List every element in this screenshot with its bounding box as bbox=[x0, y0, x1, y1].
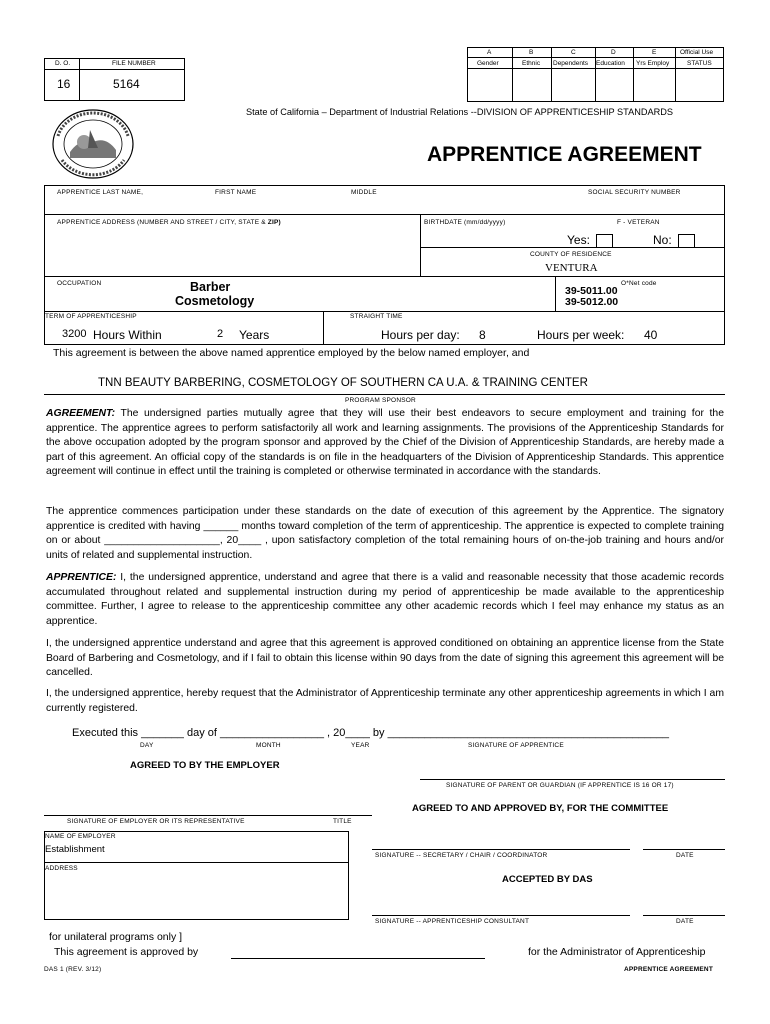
middle-label: MIDDLE bbox=[351, 189, 377, 196]
veteran-no[interactable] bbox=[653, 233, 695, 248]
apprentice-paragraph bbox=[46, 571, 724, 629]
do-file-box bbox=[44, 58, 185, 101]
grid-letter-e: E bbox=[652, 49, 657, 56]
year-label: YEAR bbox=[351, 742, 370, 749]
accepted-by-das: ACCEPTED BY DAS bbox=[502, 874, 593, 885]
apprentice-signature-label: SIGNATURE OF APPRENTICE bbox=[468, 742, 564, 749]
ssn-label: SOCIAL SECURITY NUMBER bbox=[588, 189, 681, 196]
employer-name-value[interactable]: Establishment bbox=[45, 844, 105, 855]
employer-name-label: NAME OF EMPLOYER bbox=[45, 833, 116, 840]
title-label: TITLE bbox=[333, 818, 352, 825]
grid-letter-b: B bbox=[529, 49, 534, 56]
hours-per-week-label: Hours per week: bbox=[537, 328, 625, 342]
grid-education: Education bbox=[596, 60, 625, 67]
agreement-paragraph bbox=[46, 407, 724, 480]
file-number-label: FILE NUMBER bbox=[112, 60, 156, 67]
license-paragraph: I, the undersigned apprentice understand and agree that this agreement is approved conditioned on obtaining an apprentice license from the State Board of Barbering and Cosmetology, and if I fail to obtain this license within 90 days from the date of signing this agreement this agreement will be cancelled. bbox=[46, 638, 724, 679]
grid-letter-d: D bbox=[611, 49, 616, 56]
grid-letter-a: A bbox=[487, 49, 492, 56]
employer-info-box bbox=[44, 831, 349, 920]
yes-checkbox[interactable] bbox=[596, 234, 613, 248]
program-sponsor-label: PROGRAM SPONSOR bbox=[345, 397, 416, 404]
grid-dependents: Dependents bbox=[553, 60, 589, 67]
parent-signature-label: SIGNATURE OF PARENT OR GUARDIAN (IF APPRENTICE IS 16 OR 17) bbox=[446, 782, 674, 789]
occupation-label: OCCUPATION bbox=[57, 280, 102, 287]
form-name: APPRENTICE AGREEMENT bbox=[624, 966, 713, 973]
month-label: MONTH bbox=[256, 742, 281, 749]
county-value[interactable]: VENTURA bbox=[545, 262, 598, 274]
onet-code-1[interactable]: 39-5011.00 bbox=[565, 285, 618, 297]
birthdate-label: BIRTHDATE (mm/dd/yyyy) bbox=[424, 219, 506, 226]
terminate-paragraph: I, the undersigned apprentice, hereby request that the Administrator of Apprenticeship terminate any other apprenticeship agreements in which I am currently registered. bbox=[46, 688, 724, 714]
agreed-by-employer: AGREED TO BY THE EMPLOYER bbox=[130, 760, 280, 771]
administrator-text: for the Administrator of Apprenticeship bbox=[528, 946, 706, 958]
grid-ethnic: Ethnic bbox=[522, 60, 541, 67]
state-department-line: State of California – Department of Industrial Relations --DIVISION OF APPRENTICESHIP STANDARDS bbox=[246, 107, 674, 117]
first-name-label: FIRST NAME bbox=[215, 189, 257, 196]
veteran-yes[interactable] bbox=[567, 233, 613, 248]
hours-per-week-value[interactable]: 40 bbox=[644, 328, 658, 342]
address-label-zip: ZIP) bbox=[267, 219, 281, 226]
veteran-label: F - VETERAN bbox=[617, 219, 660, 226]
intro-line: This agreement is between the above named apprentice employed by the below named employer, and bbox=[53, 347, 530, 359]
secretary-date-label: DATE bbox=[676, 852, 694, 859]
hours-per-day-label: Hours per day: bbox=[381, 328, 460, 342]
agreement-text: The undersigned parties mutually agree that they will use their best endeavors to secure employment and training for the apprentice. The apprentice agrees to perform satisfactorily all work and learning assignments. The provisions of the Apprenticeship Standards for the above occupation adopted by the program sponsor and approved by the Chief of the Division of Apprenticeship Standards, are hereby made a part of this agreement. An official copy of the standards is on file in the headquarters of the Division of Apprenticeship Standards. This apprentice agreement will continue in effect until the training is completed or otherwise terminated in accordance with the standards. bbox=[46, 408, 724, 478]
do-label: D. O. bbox=[55, 60, 71, 67]
page-title: APPRENTICE AGREEMENT bbox=[427, 143, 702, 166]
employer-address-label: ADDRESS bbox=[45, 865, 78, 872]
occupation-barber[interactable]: Barber bbox=[190, 280, 231, 294]
address-label bbox=[57, 219, 281, 226]
county-label: COUNTY OF RESIDENCE bbox=[530, 251, 612, 258]
employer-signature-label: SIGNATURE OF EMPLOYER OR ITS REPRESENTATIVE bbox=[67, 818, 245, 825]
do-value[interactable]: 16 bbox=[57, 77, 71, 91]
no-label: No: bbox=[653, 233, 672, 247]
apprentice-lead: APPRENTICE: bbox=[46, 572, 117, 583]
yes-label: Yes: bbox=[567, 233, 590, 247]
hours-per-day-value[interactable]: 8 bbox=[479, 328, 486, 342]
consultant-date-label: DATE bbox=[676, 918, 694, 925]
onet-label: O*Net code bbox=[621, 280, 657, 287]
grid-yrs-employ: Yrs Employ bbox=[636, 60, 670, 67]
agreement-lead: AGREEMENT: bbox=[46, 408, 116, 419]
california-seal bbox=[50, 108, 136, 180]
day-label: DAY bbox=[140, 742, 154, 749]
unilateral-note: for unilateral programs only ] bbox=[49, 931, 183, 943]
grid-official-use: Official Use bbox=[680, 49, 714, 56]
secretary-signature-label: SIGNATURE -- SECRETARY / CHAIR / COORDINATOR bbox=[375, 852, 548, 859]
term-label: TERM OF APPRENTICESHIP bbox=[45, 313, 137, 320]
file-number-value[interactable]: 5164 bbox=[113, 77, 140, 91]
address-label-text: APPRENTICE ADDRESS (NUMBER AND STREET / CITY, STATE & bbox=[57, 219, 268, 226]
program-sponsor-name[interactable]: TNN BEAUTY BARBERING, COSMETOLOGY OF SOUTHERN CA U.A. & TRAINING CENTER bbox=[98, 377, 588, 389]
form-id: DAS 1 (REV. 3/12) bbox=[44, 966, 102, 973]
term-hours-value[interactable]: 3200 bbox=[62, 328, 87, 340]
grid-letter-c: C bbox=[571, 49, 576, 56]
years-label: Years bbox=[239, 328, 270, 342]
term-years-value[interactable]: 2 bbox=[217, 328, 224, 340]
commences-paragraph: The apprentice commences participation under these standards on the date of execution of this agreement by the Apprentice. The signatory apprentice is credited with having ______ months toward completion of the term of apprenticeship. The apprentice is expected to complete training on or about ____________________, 20____ , upon satisfactory completion of the total remaining hours of on-the-job training and hours and/or units of related and supplemental instruction. bbox=[46, 506, 724, 561]
apprentice-text: I, the undersigned apprentice, understand and agree that there is a valid and reasonable necessity that those academic records accumulated throughout related and supplemental instruction during my period of apprenticeship be made available to the apprenticeship committee. Further, I agree to release to the apprenticeship committee any other academic records which I feel may enhance my status as an apprentice. bbox=[46, 572, 724, 627]
committee-approval-heading: AGREED TO AND APPROVED BY, FOR THE COMMITTEE bbox=[412, 803, 669, 814]
onet-code-2[interactable]: 39-5012.00 bbox=[565, 296, 619, 308]
apprentice-info-form bbox=[44, 185, 725, 345]
approved-by-text: This agreement is approved by bbox=[54, 946, 199, 958]
straight-time-label: STRAIGHT TIME bbox=[350, 313, 403, 320]
grid-status: STATUS bbox=[687, 60, 712, 67]
hours-within-label: Hours Within bbox=[93, 328, 162, 342]
no-checkbox[interactable] bbox=[678, 234, 695, 248]
consultant-signature-label: SIGNATURE -- APPRENTICESHIP CONSULTANT bbox=[375, 918, 530, 925]
official-use-grid bbox=[467, 47, 724, 102]
last-name-label: APPRENTICE LAST NAME, bbox=[57, 189, 144, 196]
occupation-cosmetology[interactable]: Cosmetology bbox=[175, 294, 255, 308]
grid-gender: Gender bbox=[477, 60, 499, 67]
executed-line[interactable]: Executed this _______ day of _________________ , 20____ by ______________________________________________ bbox=[72, 727, 670, 739]
